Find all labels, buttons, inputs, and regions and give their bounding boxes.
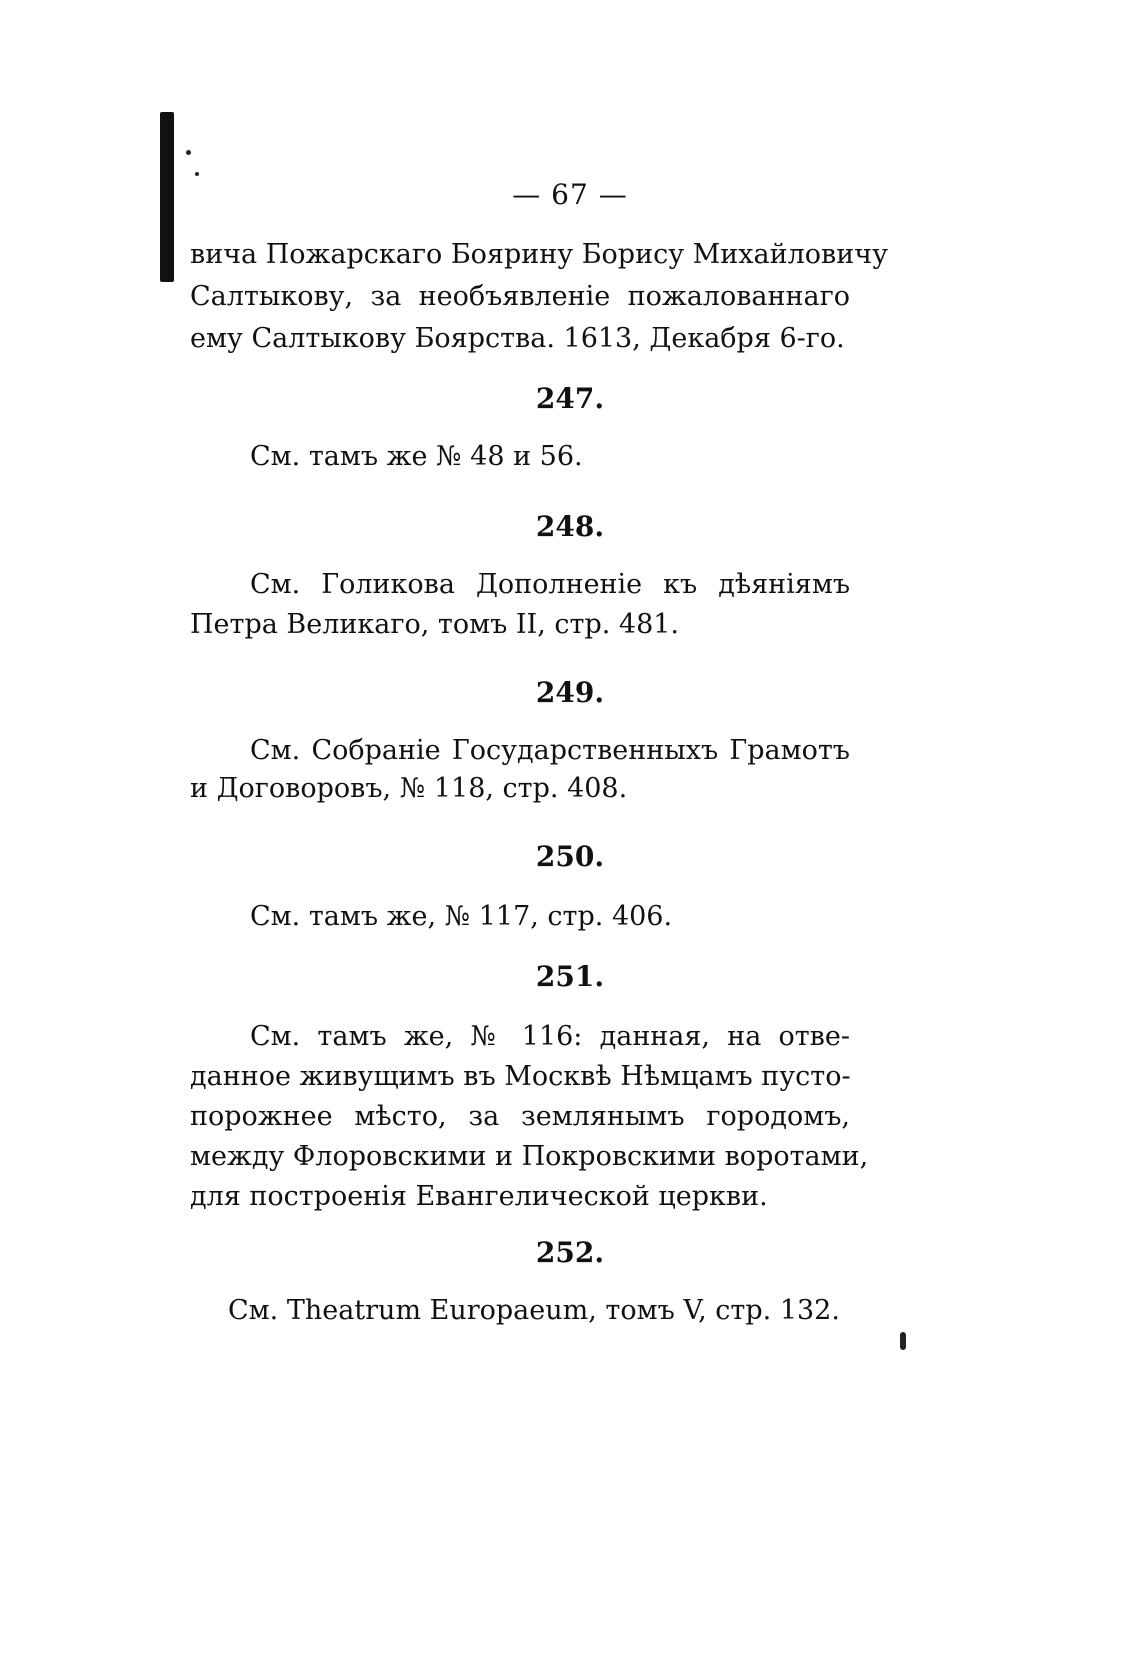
entry-line: порожнее мѣсто, за землянымъ городомъ, [190, 1101, 850, 1132]
scan-speck [195, 172, 199, 176]
entry-line: данное живущимъ въ Москвѣ Нѣмцамъ пусто- [190, 1061, 851, 1092]
entry-line: См. тамъ же № 48 и 56. [250, 441, 583, 472]
entry-number: 252. [535, 1236, 605, 1269]
paragraph-line: вича Пожарскаго Боярину Борису Михайловичу [190, 239, 888, 270]
entry-line: для построенія Евангелической церкви. [190, 1181, 768, 1212]
entry-line: См. Голикова Дополненіе къ дѣяніямъ [250, 569, 850, 600]
entry-line: и Договоровъ, № 118, стр. 408. [190, 773, 628, 804]
scan-speck [186, 150, 191, 155]
entry-line: См. Theatrum Europaeum, томъ V, стр. 132. [228, 1295, 840, 1326]
entry-line: См. Собраніе Государственныхъ Грамотъ [250, 735, 850, 766]
entry-number: 250. [535, 840, 605, 873]
scan-speck [900, 1332, 906, 1350]
entry-number: 248. [535, 510, 605, 543]
paragraph-line: Салтыкову, за необъявленіе пожалованнаго [190, 281, 850, 312]
entry-number: 249. [535, 676, 605, 709]
entry-line: между Флоровскими и Покровскими воротами, [190, 1141, 869, 1172]
page-number: — 67 — [512, 178, 628, 211]
entry-number: 247. [535, 382, 605, 415]
entry-line: См. тамъ же, № 117, стр. 406. [250, 901, 673, 932]
entry-line: Петра Великаго, томъ II, стр. 481. [190, 609, 680, 640]
paragraph-line: ему Салтыкову Боярства. 1613, Декабря 6-го. [190, 323, 845, 354]
entry-line: См. тамъ же, № 116: данная, на отве- [250, 1021, 850, 1052]
entry-number: 251. [535, 960, 605, 993]
